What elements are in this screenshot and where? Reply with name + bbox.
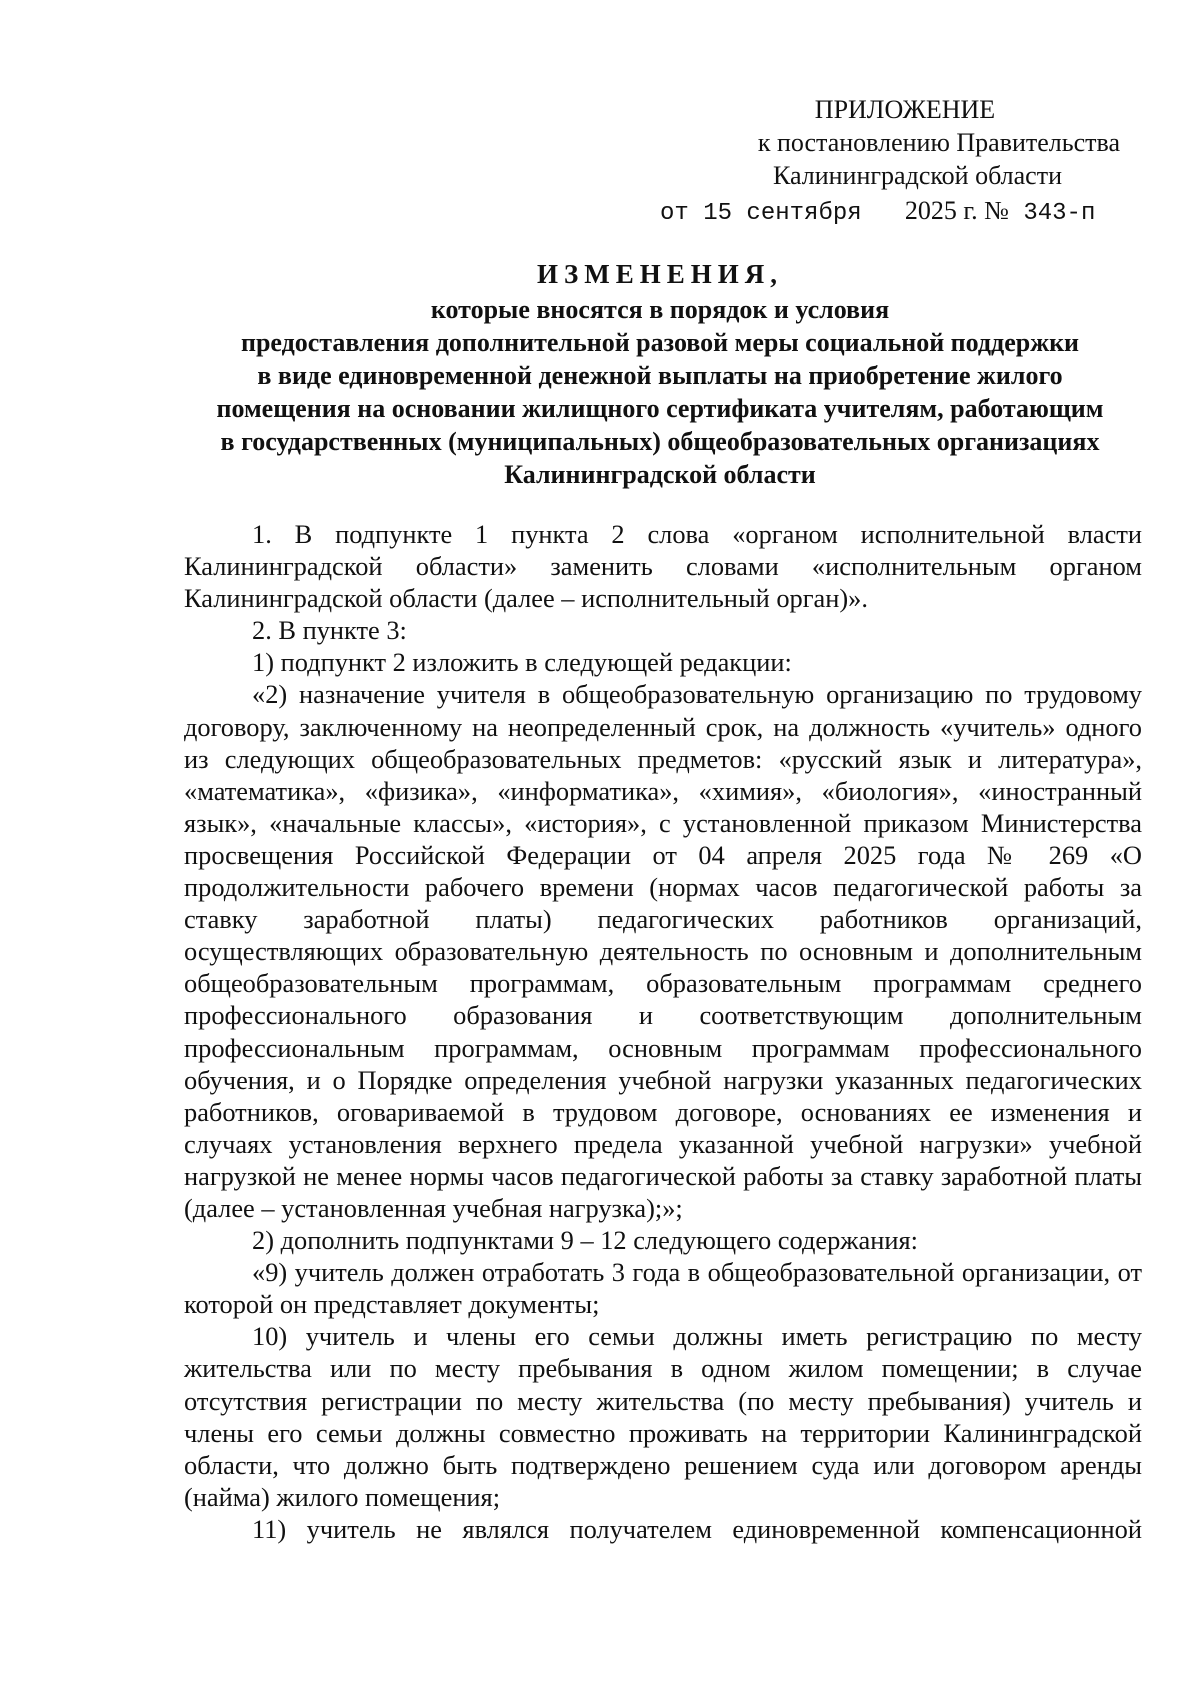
paragraph-3: 1) подпункт 2 изложить в следующей редакции: [252,647,792,678]
paragraph-4: «2) назначение учителя в общеобразовательную организацию по трудовому договору, заключенному на неопределенный срок, на должность «учитель» одного из следующих общеобразовательных предметов: «русский язык и литература», «математика», «физика», «информатика», «химия», «биология», «иностранный язык», «начальные классы», «история», с установленной приказом Министерства просвещения Российской Федерации от 04 апреля 2025 года № 269 «О продолжительности рабочего времени (нормах часов педагогической работы за ставку заработной платы) педагогических работников организаций, осуществляющих образовательную деятельность по основным и дополнительным общеобразовательным программам, образовательным программам среднего профессионального образования и соответствующим дополнительным профессиональным программам, основным программам профессионального обучения, и о Порядке определения учебной нагрузки указанных педагогических работников, оговариваемой в трудовом договоре, основаниях ее изменения и случаях установления верхнего предела указанной учебной нагрузки» учебной нагрузкой не менее нормы часов педагогической работы за ставку заработной платы (далее – установленная учебная нагрузка);»; [184,679,1142,1223]
date-value: 15 сентября [703,200,862,227]
appendix-line-1: к постановлению Правительства [757,128,1120,157]
paragraph-7: 10) учитель и члены его семьи должны иметь регистрацию по месту жительства или по месту пребывания в одном жилом помещении; в случае отсутствия регистрации по месту жительства (по месту пребывания) учитель и члены его семьи должны совместно проживать на территории Калининградской области, что должно быть подтверждено решением суда или договором аренды (найма) жилого помещения; [184,1321,1142,1512]
date-year: 2025 г. № [904,196,1009,225]
document-title [175,258,1145,491]
title-line: в государственных (муниципальных) общеобразовательных организациях [220,427,1100,456]
appendix-title: ПРИЛОЖЕНИЕ [814,95,996,124]
title-line: Калининградской области [504,460,816,489]
title-line: которые вносятся в порядок и условия [430,295,890,324]
document-number: 343-п [1023,200,1096,227]
appendix-date-line [600,194,1140,230]
title-line: помещения на основании жилищного сертификата учителям, работающим [216,394,1104,423]
paragraph-5: 2) дополнить подпунктами 9 – 12 следующего содержания: [252,1225,918,1256]
paragraph-1: 1. В подпункте 1 пункта 2 слова «органом исполнительной власти Калининградской области» заменить словами «исполнительным органом Калининградской области (далее – исполнительный орган)». [184,519,1142,614]
date-prefix: от [660,200,689,227]
paragraph-8: 11) учитель не являлся получателем единовременной компенсационной [252,1513,1142,1544]
paragraph-6: «9) учитель должен отработать 3 года в общеобразовательной организации, от которой он представляет документы; [184,1257,1142,1320]
title-main: ИЗМЕНЕНИЯ, [536,259,783,289]
title-line: в виде единовременной денежной выплаты на приобретение жилого [257,361,1063,390]
appendix-header [600,93,1140,230]
appendix-line-2: Калининградской области [772,161,1062,190]
title-line: предоставления дополнительной разовой меры социальной поддержки [240,328,1080,357]
paragraph-2: 2. В пункте 3: [252,615,407,646]
document-body [184,518,1142,1545]
